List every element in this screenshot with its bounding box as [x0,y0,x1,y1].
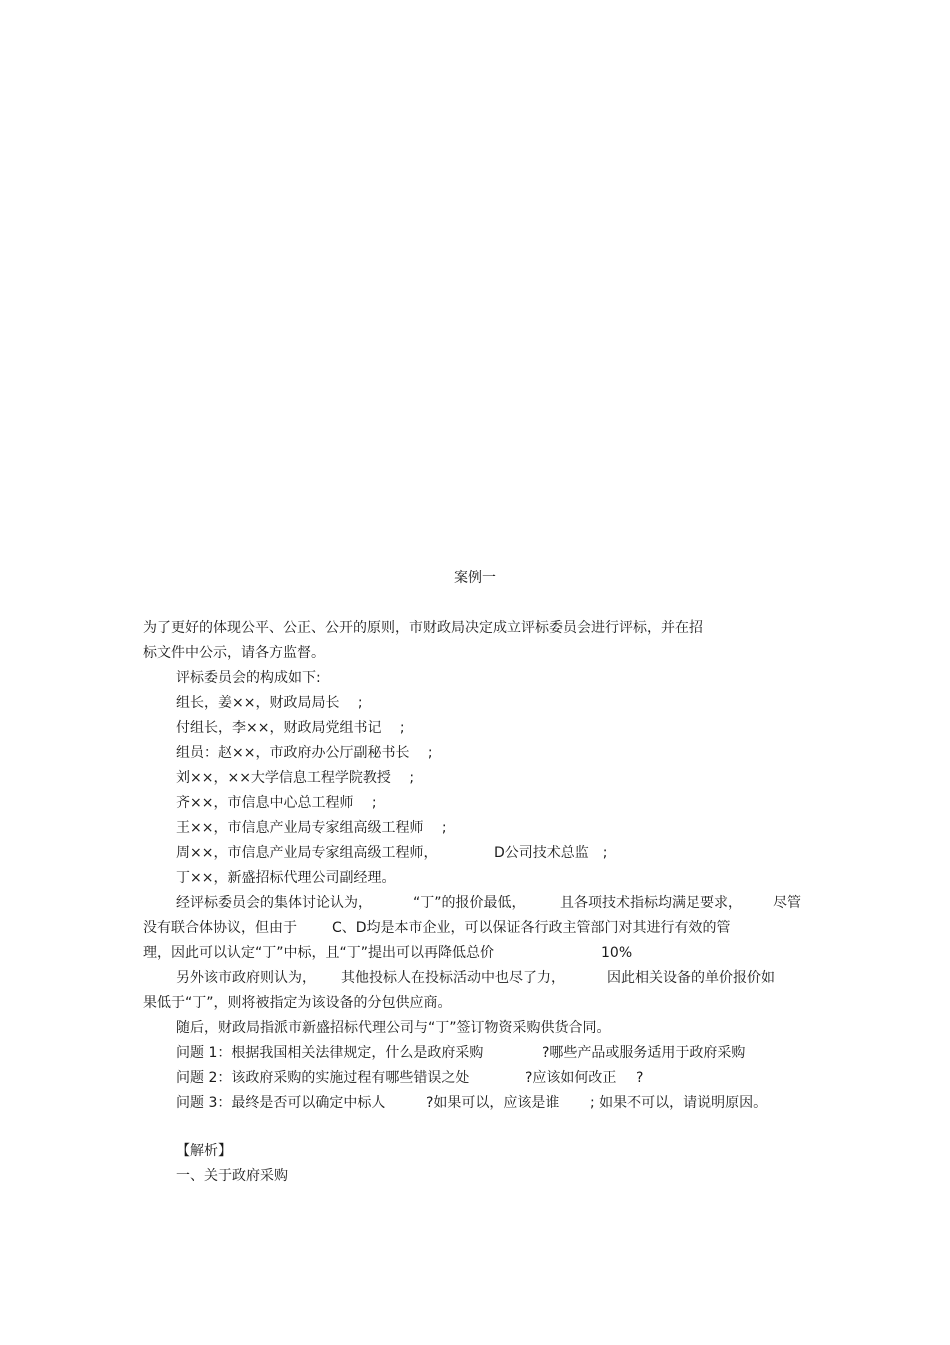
contract-line: 随后，财政局指派市新盛招标代理公司与“丁”签订物资采购供货合同。 [176,1020,611,1036]
question-seg: 问题 2：该政府采购的实施过程有哪些错误之处 [176,1070,470,1086]
intro-line-2: 标文件中公示，请各方监督。 [143,645,325,661]
committee-member-ding: 丁××，新盛招标代理公司副经理。 [176,870,396,886]
document-title: 案例一 [454,570,496,586]
analysis-heading: 【解析】 [176,1143,232,1159]
government-seg: 因此相关设备的单价报价如 [607,970,775,986]
discussion-seg: 理，因此可以认定“丁”中标，且“丁”提出可以再降低总价 [143,945,495,961]
committee-member: 组员：赵××，市政府办公厅副秘书长 ; [176,745,433,761]
discussion-seg: 没有联合体协议，但由于 [143,920,297,936]
question-seg: ?如果可以，应该是谁 [426,1095,560,1111]
government-seg: 另外该市政府则认为， [176,970,316,986]
discussion-seg: C、D均是本市企业，可以保证各行政主管部门对其进行有效的管 [332,920,731,936]
committee-member: 付组长，李××，财政局党组书记 ; [176,720,405,736]
committee-heading: 评标委员会的构成如下: [176,670,321,686]
zhou-part-2: D公司技术总监 ; [494,845,608,861]
government-line-1 [176,968,796,988]
intro-line-1: 为了更好的体现公平、公正、公开的原则，市财政局决定成立评标委员会进行评标，并在招 [143,620,703,636]
discussion-line-1 [176,893,806,913]
committee-member-zhou [176,843,636,863]
discussion-seg: 10% [601,945,633,961]
question-seg: 问题 1：根据我国相关法律规定，什么是政府采购 [176,1045,484,1061]
discussion-seg: “丁”的报价最低， [413,895,526,911]
zhou-part-1: 周××，市信息产业局专家组高级工程师， [176,845,438,861]
question-seg: ; 如果不可以，请说明原因。 [590,1095,768,1111]
committee-member: 齐××，市信息中心总工程师 ; [176,795,377,811]
question-seg: ?应该如何改正 [525,1070,617,1086]
committee-member: 王××，市信息产业局专家组高级工程师 ; [176,820,447,836]
government-line-2: 果低于“丁”，则将被指定为该设备的分包供应商。 [143,995,452,1011]
discussion-line-2 [143,918,773,938]
question-1 [176,1043,776,1063]
question-2 [176,1068,676,1088]
committee-member: 组长，姜××，财政局局长 ; [176,695,363,711]
question-seg: ? [636,1070,644,1086]
discussion-seg: 经评标委员会的集体讨论认为， [176,895,372,911]
discussion-seg: 尽管 [773,895,801,911]
question-seg: ?哪些产品或服务适用于政府采购 [542,1045,746,1061]
question-seg: 问题 3：最终是否可以确定中标人 [176,1095,386,1111]
committee-member: 刘××，××大学信息工程学院教授 ; [176,770,415,786]
discussion-seg: 且各项技术指标均满足要求， [560,895,742,911]
government-seg: 其他投标人在投标活动中也尽了力， [341,970,565,986]
analysis-section-1: 一、关于政府采购 [176,1168,288,1184]
question-3 [176,1093,776,1113]
discussion-line-3 [143,943,663,963]
